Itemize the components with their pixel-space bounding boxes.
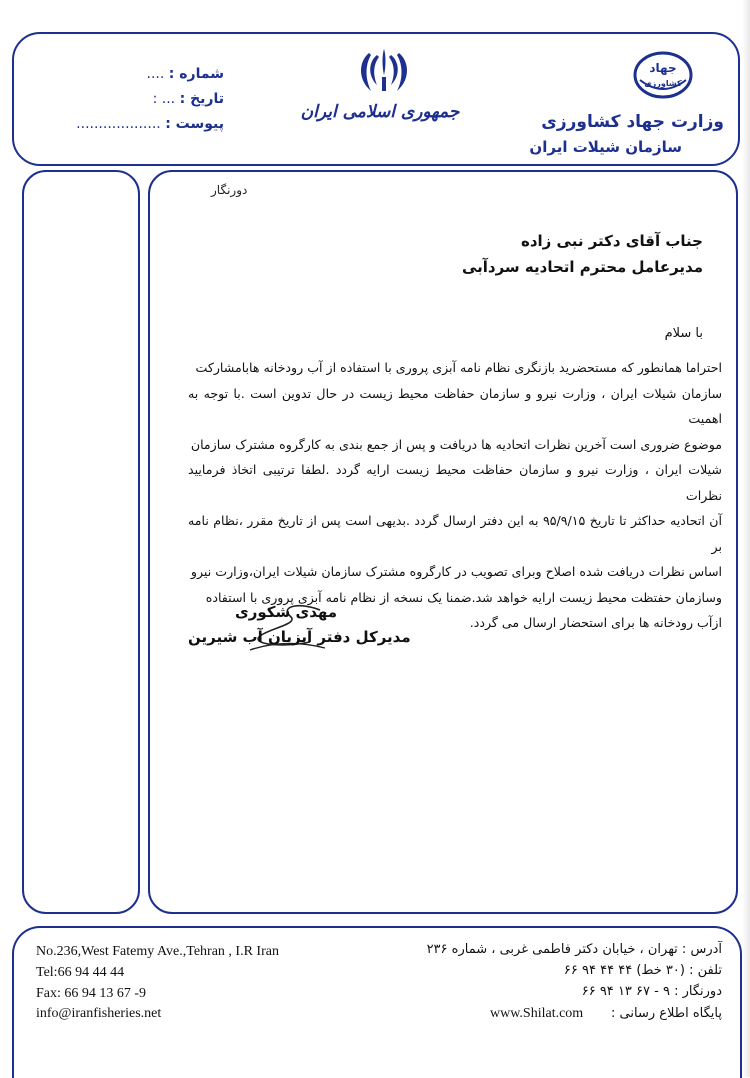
signatory-name: مهدی شکوری — [235, 603, 338, 621]
footer-address-en: No.236,West Fatemy Ave.,Tehran , I.R Iran — [36, 944, 279, 959]
footer-fax-en: Fax: 66 94 13 67 -9 — [36, 986, 147, 1001]
logo-text-bottom: کشاورزی — [644, 79, 682, 88]
logo-text-top: جهاد — [649, 61, 677, 75]
footer-email[interactable]: info@iranfisheries.net — [36, 1006, 162, 1021]
number-label: شماره : — [168, 66, 224, 82]
letter-number — [48, 66, 224, 82]
footer-tel-en: Tel:66 94 44 44 — [36, 965, 125, 980]
number-value: .... — [146, 66, 165, 82]
greeting: با سلام — [664, 326, 703, 341]
ministry-logo-icon — [632, 50, 694, 100]
footer-fax-fa: دورنگار : ۹ - ۶۷ ۱۳ ۹۴ ۶۶ — [581, 984, 722, 999]
date-label: تاریخ : — [179, 91, 224, 107]
signatory-title: مدیرکل دفتر آبزیان آب شیرین — [188, 628, 411, 646]
iran-emblem-icon — [355, 45, 413, 97]
body-line: آن اتحادیه حداکثر تا تاریخ ۹۵/۹/۱۵ به این دفتر ارسال گردد .بدیهی است پس از تاریخ مقرر ،نظام نامه بر — [188, 513, 722, 554]
date-value: ... : — [152, 91, 176, 107]
letter-attachment — [48, 116, 224, 132]
body-line: اساس نظرات دریافت شده اصلاح وبرای تصویب در کارگروه مشترک سازمان شیلات ایران،وزارت نیرو — [190, 564, 722, 579]
footer-address-fa: آدرس : تهران ، خیابان دکتر فاطمی غربی ، شماره ۲۳۶ — [426, 942, 722, 957]
footer-tel-fa: تلفن : (۳۰ خط) ۴۴ ۴۴ ۹۴ ۶۶ — [563, 963, 722, 978]
fax-note: دورنگار — [211, 183, 248, 197]
footer-website[interactable]: www.Shilat.com — [490, 1006, 584, 1021]
recipient-title: مدیرعامل محترم اتحادیه سردآبی — [461, 258, 703, 276]
attachment-value: ................... — [76, 116, 161, 132]
recipient-name: جناب آقای دکتر نبی زاده — [520, 232, 703, 250]
margin-frame — [22, 170, 140, 914]
body-line: موضوع ضروری است آخرین نظرات اتحادیه ها دریافت و پس از جمع بندی به کارگروه مشترک سازمان — [190, 436, 722, 452]
footer-website-label: پایگاه اطلاع رسانی : — [611, 1006, 722, 1021]
body-line: وسازمان حفتظت محیط زیست ارایه خواهد شد.ضمنا یک نسخه از نظام نامه آبزی پروری با استفاده — [205, 589, 722, 605]
body-line: احتراما همانطور که مستحضرید بازنگری نظام نامه آبزی پروری با استفاده از آب رودخانه هابامشارکت — [195, 360, 722, 375]
ministry-name: وزارت جهاد کشاورزی — [541, 112, 724, 132]
attachment-label: پیوست : — [165, 116, 224, 132]
republic-title: جمهوری اسلامی ایران — [300, 102, 460, 122]
scan-edge — [742, 0, 750, 1077]
organization-name: سازمان شیلات ایران — [529, 138, 682, 156]
body-line: ازآب رودخانه ها برای استحضار ارسال می گردد. — [469, 615, 722, 630]
body-line: شیلات ایران ، وزارت نیرو و سازمان حفاظت محیط زیست ارایه گردد .لطفا ترتیبی اتخاذ فرمایید نظرات — [188, 462, 722, 503]
letter-date — [48, 91, 224, 107]
letter-body — [188, 355, 722, 636]
body-line: سازمان شیلات ایران ، وزارت نیرو و سازمان حفاظت محیط زیست در حال تدوین است .با توجه به اهمیت — [188, 385, 722, 426]
